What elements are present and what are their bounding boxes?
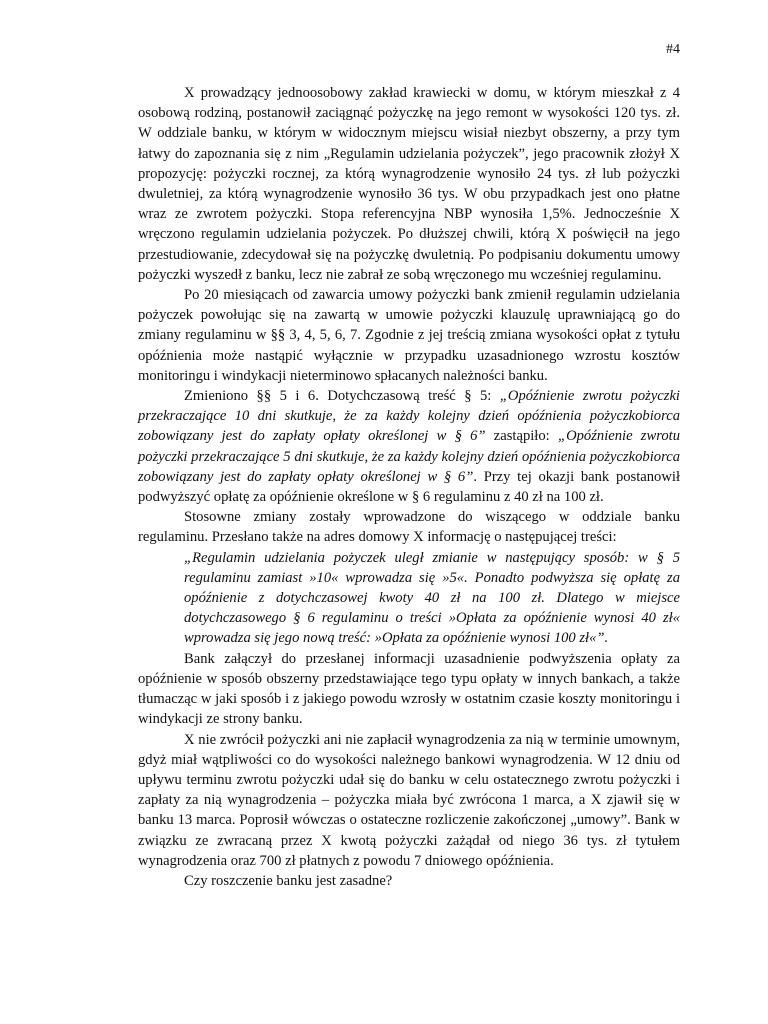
old-section-5-quote: „Opóźnienie zwrotu pożyczki przekraczające 10 dni skutkuje, że za każdy kolejny dzień opóźnienia pożyczkobiorca zobowiązany jest do zapłaty opłaty określonej w § 6” <box>138 388 680 445</box>
paragraph-intro: X prowadzący jednoosobowy zakład krawiecki w domu, w którym mieszkał z 4 osobową rodziną, postanowił zaciągnąć pożyczkę na jego remont w wysokości 120 tys. zł. W oddziale banku, w którym w widocznym miejscu wisiał niezbyt obszerny, a przy tym łatwy do zapoznania się z nim „Regulamin udzielania pożyczek”, jego pracownik złożył X propozycję: pożyczki rocznej, za którą wynagrodzenie wynosiło 24 tys. zł lub pożyczki dwuletniej, za którą wynagrodzenie wynosiło 36 tys. W obu przypadkach jest ono płatne wraz ze zwrotem pożyczki. Stopa referencyjna NBP wynosiła 1,5%. Jednocześnie X wręczono regulamin udzielania pożyczek. Po dłuższej chwili, którą X poświęcił na jego przestudiowanie, zdecydował się na pożyczkę dwuletnią. Po podpisaniu dokumentu umowy pożyczki wyszedł z banku, lecz nie zabrał ze sobą wręczonego mu wcześniej regulaminu. <box>138 85 680 283</box>
page-number: #4 <box>666 42 680 57</box>
paragraph-question: Czy roszczenie banku jest zasadne? <box>184 872 393 889</box>
paragraph-repayment: X nie zwrócił pożyczki ani nie zapłacił wynagrodzenia za nią w terminie umownym, gdyż miał wątpliwości co do wysokości należnego bankowi wynagrodzenia. W 12 dniu od upływu terminu zwrotu pożyczki udał się do banku w celu ostatecznego zwrotu pożyczki i zapłaty za nią wynagrodzenia – pożyczka miała być zwrócona 1 marca, a X zjawił się w banku 13 marca. Poprosił wówczas o ostateczne rozliczenie zakończonej „umowy”. Bank w związku ze zwracaną przez X kwotą pożyczki zażądał od niego 36 tys. zł tytułem wynagrodzenia oraz 700 zł płatnych z powodu 7 dniowego opóźnienia. <box>138 731 680 869</box>
amended-text-1: Zmieniono §§ 5 i 6. Dotychczasową treść § 5: <box>184 388 500 405</box>
paragraph-notification: Stosowne zmiany zostały wprowadzone do wiszącego w oddziale banku regulaminu. Przesłano także na adres domowy X informację o następującej treści: <box>138 509 680 546</box>
new-section-5-quote: „Opóźnienie zwrotu pożyczki przekraczające 5 dni skutkuje, że za każdy kolejny dzień opóźnienia pożyczkobiorca zobowiązany jest do zapłaty opłaty określonej w § 6” <box>138 428 680 485</box>
paragraph-amended-sections <box>138 386 680 507</box>
amended-text-3: . Przy tej okazji bank postanowił podwyższyć opłatę za opóźnienie określone w § 6 regulaminu z 40 zł na 100 zł. <box>138 468 680 506</box>
notification-quote: „Regulamin udzielania pożyczek uległ zmianie w następujący sposób: w § 5 regulaminu zamiast »10« wprowadza się »5«. Ponadto podwyższa się opłatę za opóźnienie z dotychczasowej kwoty 40 zł na 100 zł. Dlatego w miejsce dotychczasowego § 6 regulaminu o treści »Opłata za opóźnienie wynosi 40 zł« wprowadza się jego nową treść: »Opłata za opóźnienie wynosi 100 zł«”. <box>184 549 680 647</box>
paragraph-regulation-change: Po 20 miesiącach od zawarcia umowy pożyczki bank zmienił regulamin udzielania pożyczek powołując się na zawartą w umowie pożyczki klauzulę uprawniającą go do zmiany regulaminu w §§ 3, 4, 5, 6, 7. Zgodnie z jej treścią zmiana wysokości opłat z tytułu opóźnienia może nastąpić wyłącznie w przypadku uzasadnionego wzrostu kosztów monitoringu i windykacji nieterminowo spłacanych należności banku. <box>138 287 680 384</box>
paragraph-justification: Bank załączył do przesłanej informacji uzasadnienie podwyższenia opłaty za opóźnienie w sposób obszerny przedstawiające tego typu opłaty w innych bankach, a także tłumacząc w jaki sposób i z jakiego powodu wzrosły w ostatnim czasie koszty monitoringu i windykacji ze strony banku. <box>138 650 680 728</box>
amended-text-2: zastąpiło: <box>485 428 558 445</box>
